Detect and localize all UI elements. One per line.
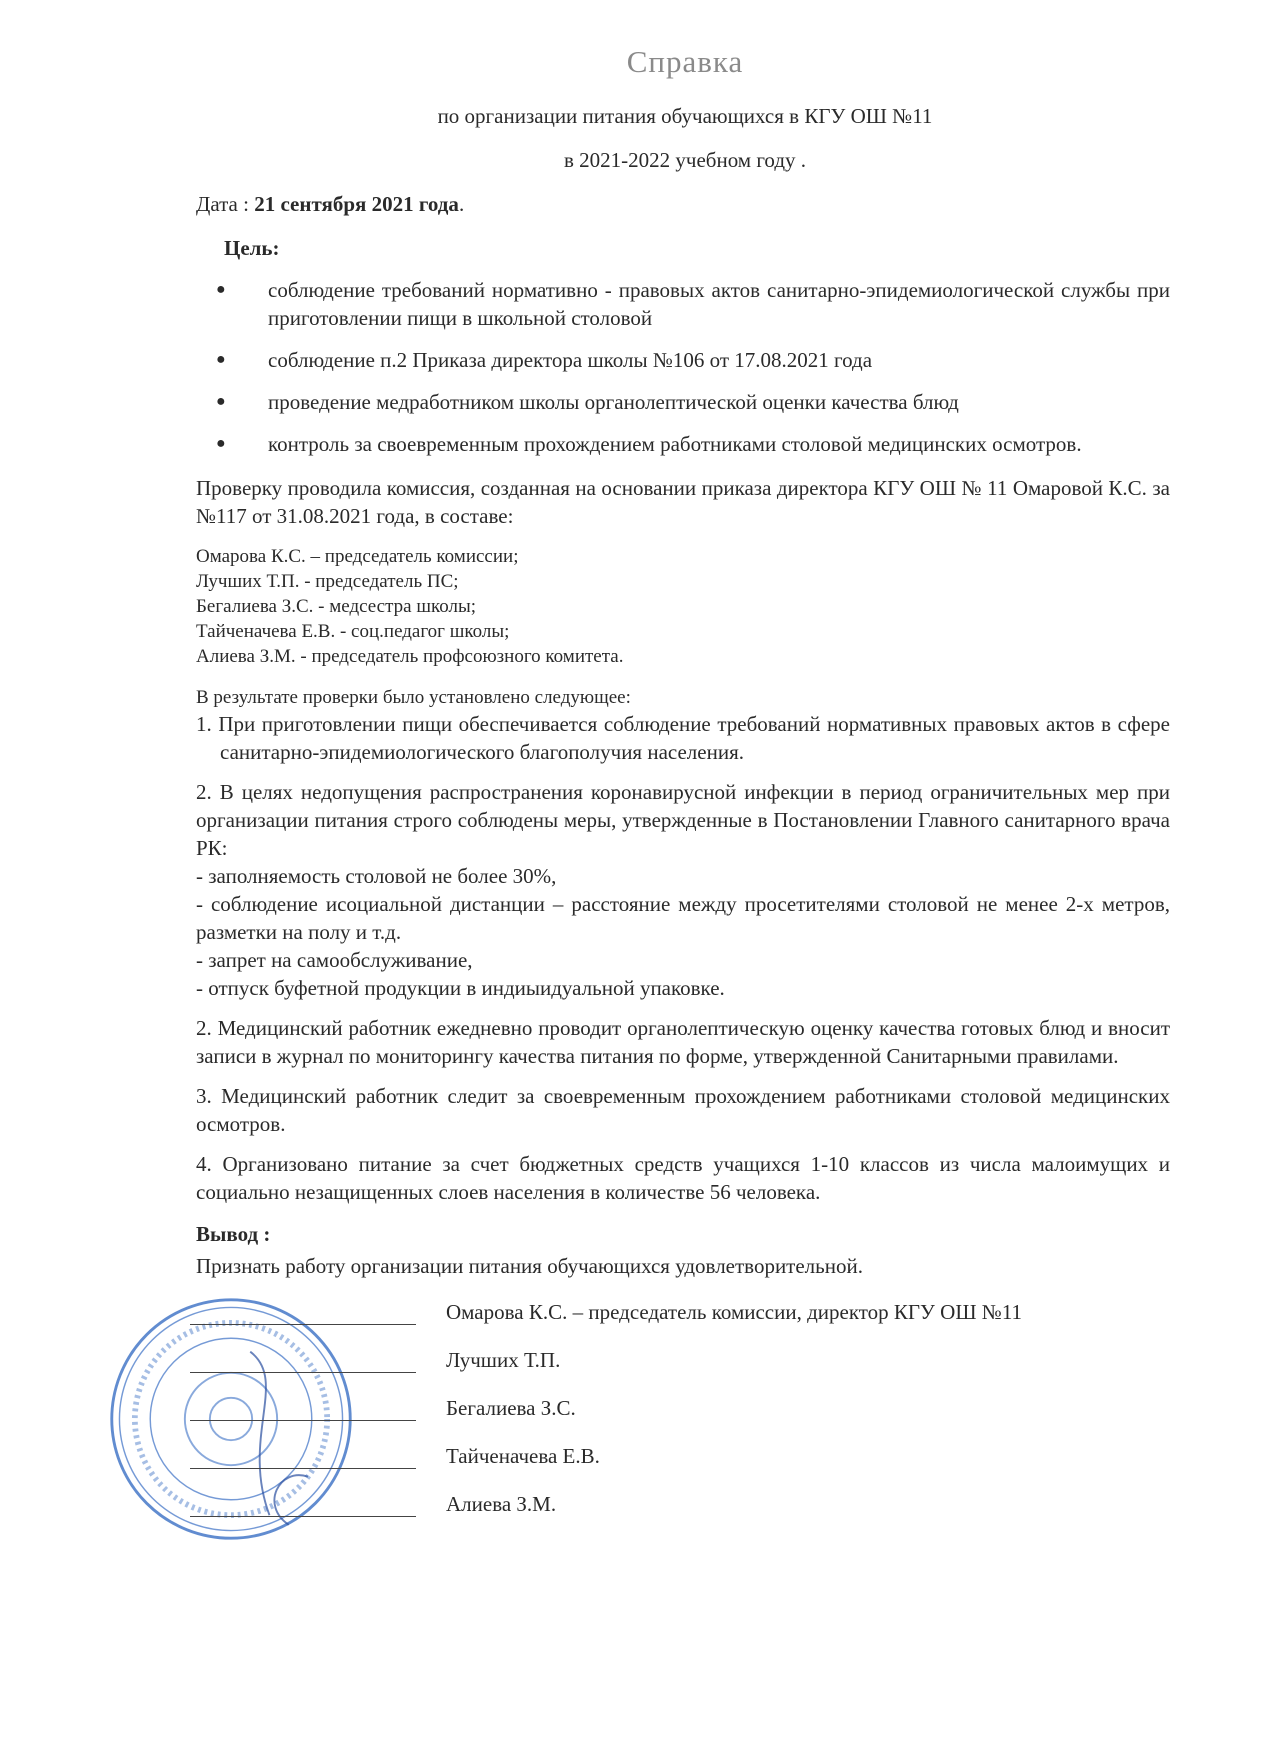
bullet-icon: ● [216, 393, 226, 410]
bullet-icon: ● [216, 281, 226, 298]
signatory: Омарова К.С. – председатель комиссии, директор КГУ ОШ №11 [446, 1300, 1023, 1324]
measure: - запрет на самообслуживание, [196, 948, 473, 972]
conclusion-text: Признать работу организации питания обучающихся удовлетворительной. [196, 1254, 863, 1278]
document-title: Справка [626, 44, 744, 79]
document-subtitle: по организации питания обучающихся в КГУ ОШ №11 [437, 104, 933, 128]
goal-item [216, 276, 1170, 332]
conclusion-heading: Вывод : [196, 1222, 271, 1246]
goal-item [216, 430, 1170, 458]
signature-row [196, 1342, 1170, 1390]
signature-row [196, 1390, 1170, 1438]
document-subtitle-year: в 2021-2022 учебном году . [563, 148, 807, 172]
goal-item-text: проведение медработником школы органолептической оценки качества блюд [268, 390, 959, 414]
bullet-icon: ● [216, 351, 226, 368]
signature-line [190, 1420, 416, 1421]
date-end: . [458, 192, 465, 216]
result-item-4: 4. Организовано питание за счет бюджетных средств учащихся 1-10 классов из числа малоимущих и социально незащищенных слоев населения в количестве 56 человека. [196, 1152, 1170, 1204]
measure: - соблюдение исоциальной дистанции – расстояние между просетителями столовой не менее 2-х метров, разметки на полу и т.д. [196, 892, 1170, 944]
signatory: Алиева З.М. [446, 1492, 557, 1516]
signature-line [190, 1324, 416, 1325]
goal-item [216, 388, 1170, 416]
result-item-2 [196, 778, 1170, 1002]
member: Алиева З.М. - председатель профсоюзного комитета. [196, 646, 624, 667]
commission-intro: Проверку проводила комиссия, созданная на основании приказа директора КГУ ОШ № 11 Омаровой К.С. за №117 от 31.08.2021 года, в составе: [196, 476, 1170, 528]
signature-line [190, 1516, 416, 1517]
goal-item [216, 346, 1170, 374]
date-label: Дата : [196, 192, 255, 216]
measure: - заполняемость столовой не более 30%, [196, 864, 557, 888]
signature-block [196, 1294, 1170, 1554]
results-intro: В результате проверки было установлено следующее: [196, 687, 631, 708]
result-item-2-text: 2. В целях недопущения распространения коронавирусной инфекции в период ограничительных мер при организации питания строго соблюдены меры, утвержденные в Постановлении Главного санитарного врача РК: [196, 780, 1170, 860]
signature-row [196, 1438, 1170, 1486]
result-item-3: 3. Медицинский работник следит за своевременным прохождением работниками столовой медицинских осмотров. [196, 1084, 1170, 1136]
date-value: 21 сентября 2021 года [254, 192, 459, 216]
date-line [196, 190, 1170, 218]
goal-heading: Цель: [224, 236, 280, 260]
signature-row [196, 1294, 1170, 1342]
measure: - отпуск буфетной продукции в индиыидуальной упаковке. [196, 976, 725, 1000]
signature-row [196, 1486, 1170, 1534]
result-item-2b: 2. Медицинский работник ежедневно проводит органолептическую оценку качества готовых блюд и вносит записи в журнал по мониторингу качества питания по форме, утвержденной Санитарными правилами. [196, 1016, 1170, 1068]
signature-line [190, 1372, 416, 1373]
bullet-icon: ● [216, 435, 226, 452]
goal-item-text: контроль за своевременным прохождением работниками столовой медицинских осмотров. [268, 432, 1082, 456]
goal-item-text: соблюдение требований нормативно - правовых актов санитарно-эпидемиологической службы при приготовлении пищи в школьной столовой [268, 278, 1170, 330]
signatory: Тайченачева Е.В. [446, 1444, 600, 1468]
signatory: Бегалиева З.С. [446, 1396, 576, 1420]
member: Лучших Т.П. - председатель ПС; [196, 571, 459, 592]
signature-line [190, 1468, 416, 1469]
signatory: Лучших Т.П. [446, 1348, 561, 1372]
member: Бегалиева З.С. - медсестра школы; [196, 596, 477, 617]
result-item-1: 1. При приготовлении пищи обеспечивается соблюдение требований нормативных правовых актов в сфере санитарно-эпидемиологического благополучия населения. [196, 712, 1170, 764]
commission-members [196, 544, 1170, 669]
goal-item-text: соблюдение п.2 Приказа директора школы №106 от 17.08.2021 года [268, 348, 873, 372]
member: Омарова К.С. – председатель комиссии; [196, 546, 519, 567]
member: Тайченачева Е.В. - соц.педагог школы; [196, 621, 510, 642]
